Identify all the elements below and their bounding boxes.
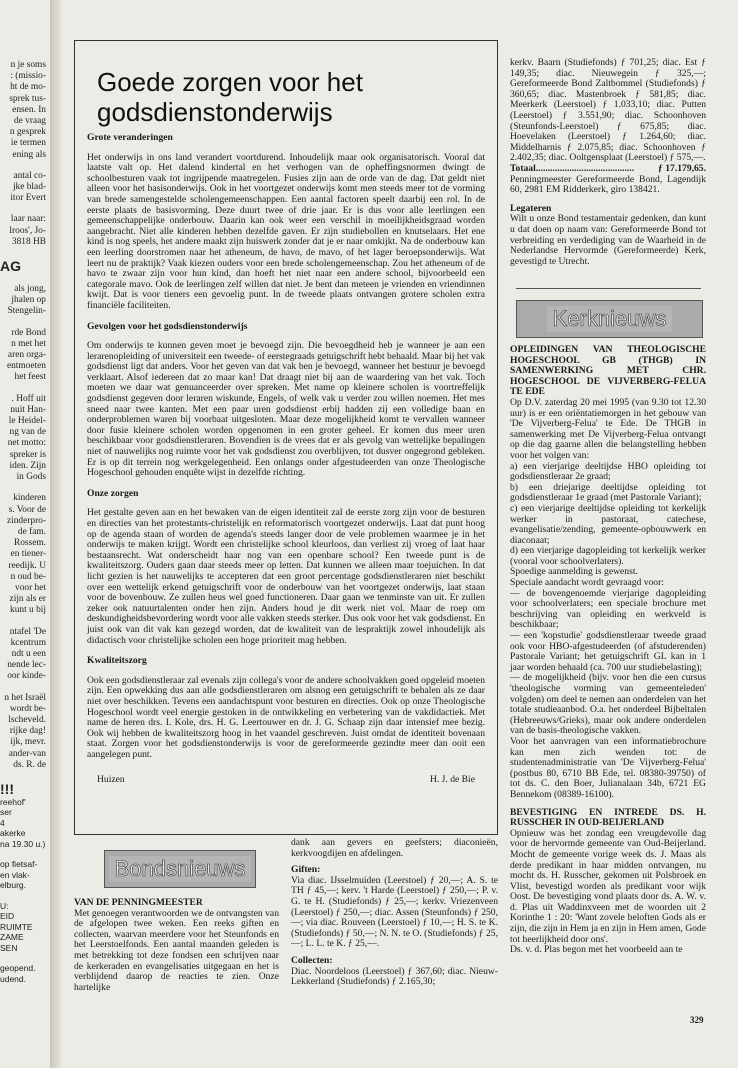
bondsnieuws-cont: dank aan gevers en geefsters; diaconieën, kerkvoogdijen en afdelingen. [291,837,498,859]
prev-page-line: spreker is [9,449,46,460]
prev-page-line: net motto: [7,438,46,449]
prev-page-line: na 19.30 u.) [0,838,46,849]
opleiding-item: a) een vierjarige deeltijdse HBO opleiding tot godsdienstleraar 2e graad; [510,460,706,483]
prev-page-line [0,274,46,284]
prev-page-line: 3818 HB [11,236,46,247]
prev-page-line: ander-van [8,748,46,759]
prev-page-line: aren orga- [7,350,46,361]
prev-page-line [0,384,46,394]
prev-page-line: geopend. [0,963,36,974]
kerknieuws-aanvragen: Voor het aanvragen van een informatiebrochure kan men zich wenden tot: de studentenadministratie van 'De Vijverberg-Felua' (postbus 80, 6710 BB Ede, tel. 08380-39750) of tot ds. C. den Boer, Julianalaan 34b, 6721 EG Bennekom (08389-16100). [510,735,706,800]
prev-page-line: laar naar: [10,214,46,225]
prev-page-line: wordt be- [9,703,46,714]
prev-page-line: en tiener- [10,549,46,560]
prev-page-line [0,953,46,963]
bondsnieuws-heading: VAN DE PENNINGMEESTER [74,897,203,908]
article-box [74,40,498,835]
prev-page-line: ht de mo- [10,82,46,93]
bondsnieuws-column [74,898,279,993]
page-gutter [50,0,62,1068]
collecten-heading: Collecten: [291,954,333,966]
prev-page-line: ensen. In [12,104,46,115]
prev-page-line: RUIMTE [0,921,33,932]
prev-page-line: reedijk. U [8,560,46,571]
prev-page-line: reehof' [0,796,26,807]
prev-page-line: als jong, [14,284,46,295]
prev-page-line: oor kinde- [7,671,46,682]
prev-page-line [0,683,46,693]
prev-page-line: zijn als er [9,594,46,605]
prev-page-line: n oud be- [10,571,46,582]
prev-page-line: itor Evert [10,193,46,204]
section-heading: Onze zorgen [87,487,139,499]
collecten-text: Diac. Noordeloos (Leerstoel) ƒ 367,60; diac. Nieuw-Lekkerland (Studiefonds) ƒ 2.165,30; [291,965,498,988]
section-text: Om onderwijs te kunnen geven moet je bevoegd zijn. Die bevoegdheid heb je wanneer je aan een lerarenopleiding of universiteit een tweede- of eerstegraads getuigschrift hebt behaald. Maar bij het vak godsdienst ligt dat anders. Voor het geven van dat vak ben je bevoegd, wanneer het bestuur je bevoegd verklaart. Alsof iedereen dat zo maar kan! Dat draagt niet bij aan de waardering van het vak. Toch moeten we daar wat genuanceerder over spreken. Met name op kleinere scholen is voortreffelijk godsdienst gegeven door leraren wiskunde, Engels, of welk vak u verder zou willen noemen. Het mes sneed naar twee kanten. Met een paar uren godsdienst erbij hadden zij een volledige baan en onderproblemen waren bij voorbaat uitgesloten. Maar deze mogelijkheid komt te vervallen wanneer door fusie kleinere scholen worden opgenomen in een groter geheel. Er komen dus meer uren beschikbaar voor godsdienstleraren. Bovendien is de vrees dat er als gevolg van wettelijke bepalingen niet of nauwelijks nog ruimte voor het vak godsdienst zou overblijven, tot dusver ongegrond gebleken. Er is op dit terrein nog werkgelegenheid. Een onlangs onder afgestudeerden van onze Theologische Hogeschool gehouden enquête wijst in dezelfde richting. [87,340,485,479]
aandacht-item: — de mogelijkheid (bijv. voor hen die een cursus 'theologische vorming van gemeenteleden' volgden) om deel te nemen aan onderdelen van het totale studieaanbod. O.a. het onderdeel Bijbeltalen (Hebreeuws/Grieks), maar ook andere onderdelen van de basis-theologische vakken. [510,672,706,737]
giften-heading: Giften: [291,864,321,876]
divider [516,288,701,289]
prev-page-line: de fam. [17,526,46,537]
prev-page-line [0,891,46,901]
right-top-column [510,58,706,267]
prev-page-line: ie termen [10,138,46,149]
prev-page-line: n gesprek [9,127,46,138]
prev-page-line: !!! [0,780,14,797]
legaten-text: Wilt u onze Bond testamentair gedenken, dan kunt u dat doen op naam van: Gereformeerde Bond tot verbreiding en verdediging van de Waarheid in de Nederlandse Hervormde (Gereformeerde) Kerk, gevestigd te Utrecht. [510,213,706,267]
opleiding-item: c) een vierjarige deeltijdse opleiding tot kerkelijk werker in pastoraat, catechese, evangelisatie/zending, gemeente-opbouwwerk en diaconaat; [510,502,706,546]
previous-page-column [0,60,50,1040]
prev-page-line: . Hoff uit [11,393,46,404]
prev-page-line: kunt u bij [10,605,46,616]
section-text: Het gestalte geven aan en het bewaken van de eigen identiteit zal de eerste zorg zijn voor de besturen en directies van het protestants-christelijk en reformatorisch voortgezet onderwijs. Laat dat punt hoog op de agenda staan of worden de agenda's steeds langer door de vele problemen waarmee je in het onderwijs te maken krijgt. Wordt een christelijke school kleurloos, dan verliest zij vroeg of laat haar bestaansrecht. Wat onderscheidt haar nog van een openbare school? Een tweede punt is de kwaliteitszorg. Ouders gaan daar steeds meer op letten. Dat kunnen we alleen maar toejuichen. In dat licht gezien is het nauwelijks te accepteren dat een groot percentage godsdienstleraren niet beschikt over een wettelijk erkend getuigschrift voor de onderbouw van het voortgezet onderwijs, laat staan voor de bovenbouw. Ze zullen heus wel goed functioneren. Daar gaan we tenminste van uit. Er zullen zeker ook natuurtalenten onder hen zijn. Anders houd je dit werk niet vol. Maar de roep om deskundigheidsbevordering wordt voor alle vakken steeds sterker. Dus ook voor het vak godsdienst. En juist ook van dit vak kan gezegd worden, dat de kwaliteit van de lespraktijk zowel inhoudelijk als didactisch voor christelijke scholen een hoge prioriteit mag hebben. [87,507,485,646]
prev-page-line: akerke [0,828,26,839]
bevestiging-text: Opnieuw was het zondag een vreugdevolle dag voor de hervormde gemeente van Oud-Beijerland. Mocht de gemeente vorige week ds. J. Maas als derde predikant in haar midden ontvangen, nu mocht ds. H. Russcher, gekomen uit Polsbroek en Vlist, bevestigd worden als predikant voor wijk Oost. De bevestiging vond plaats door ds. A. W. v. d. Plas uit Waddinxveen met de woorden uit 2 Korinthe 1 : 20: 'Want zovele beloften Gods als er zijn, die zijn in Hem ja en zijn in Hem amen, Gode tot heerlijkheid door ons'. [510,827,706,945]
prev-page-line: Stengelin- [7,306,46,317]
opleiding-item: b) een driejarige deeltijdse opleiding tot godsdienstleraar 1e graad (met Pastorale Variant); [510,481,706,504]
prev-page-line [0,248,46,258]
prev-page-line: het feest [14,372,46,383]
prev-page-line [0,483,46,493]
prev-page-line: kcentrum [10,637,46,648]
article-title: Goede zorgen voor het godsdienstonderwijs [97,67,363,127]
penningmeester-address: Penningmeester Gereformeerde Bond, Lagendijk 60, 2981 EM Ridderkerk, giro 138421. [510,173,706,196]
bevestiging-text-2: Ds. v. d. Plas begon met het voorbeeld aan te [510,944,683,956]
section-heading: Kwaliteitszorg [87,655,147,667]
giften-column [291,838,498,988]
prev-page-line: entmoeten [6,361,46,372]
article-author: H. J. de Bie [429,774,475,786]
prev-page-line: iden. Zijn [9,460,46,471]
prev-page-line: op fietsaf- [0,859,38,870]
prev-page-line: Rossem. [13,538,46,549]
prev-page-line: rde Bond [11,327,46,338]
prev-page-line: nuit Han- [10,404,46,415]
prev-page-line: n het Israël [4,692,46,703]
prev-page-line: ng van de [9,427,46,438]
totaal-line: Totaal......................................... ƒ 17.179,65. [510,162,706,174]
prev-page-line [0,204,46,214]
prev-page-line: le Heidel- [8,416,46,427]
kerknieuws-aanmelding: Spoedige aanmelding is gewenst. [510,566,638,578]
article-signature [87,774,485,785]
prev-page-line: de vraag [13,116,46,127]
prev-page-line: jke blad- [12,182,46,193]
prev-page-line: EID [0,911,15,922]
prev-page-line: udend. [0,973,26,984]
prev-page-line [0,161,46,171]
prev-page-line [0,849,46,859]
section-text: Ook een godsdienstleraar zal evenals zijn collega's voor de andere schoolvakken goed opgeleid moeten zijn. Een opwekking dus aan alle godsdienstleraren om alsnog een getuigschrift te behalen als ze daar niet over beschikken. Tevens een aandachtspunt voor besturen en directies. Ook op onze Theologische Hogeschool wordt veel energie gestoken in de ontwikkeling en verbetering van de vakdidactiek. Met name de heren drs. I. Kole, drs. H. G. Leertouwer en dr. J. G. Schaap zijn daar intensief mee bezig. Ook wij hebben de kwaliteitszorg hoog in het vaandel geschreven. Juist omdat de identiteit bovenaan staat. Zorgen voor het godsdienstonderwijs is voor de gereformeerde gezindte meer dan ooit een aangelegen punt. [87,674,485,760]
right-top-text: kerkv. Baarn (Studiefonds) ƒ 701,25; diac. Est ƒ 149,35; diac. Nieuwegein ƒ 325,—; Gereformeerde Bond Zaltbommel (Studiefonds) ƒ 360,65; diac. Mastenbroek ƒ 581,85; diac. Meerkerk (Leerstoel) ƒ 1.033,10; diac. Putten (Leerstoel) ƒ 3.551,90; diac. Schoonhoven (Steunfonds-Leerstoel) ƒ 675,85; diac. Hoevelaken (Leerstoel) ƒ 1.264,60; diac. Middelharnis ƒ 2.075,85; diac. Schoonhoven ƒ 2.402,35; diac. Ooltgensplaat (Leerstoel) ƒ 575,—. [510,57,706,164]
prev-page-line: : (missio- [10,71,46,82]
prev-page-line: ser [0,807,12,818]
article-sections [87,132,485,760]
page-number: 329 [690,1015,704,1025]
prev-page-line: jhalen op [11,295,46,306]
legaten-heading: Legateren [510,202,552,214]
prev-page-line: ZAME [0,932,24,943]
kerknieuws-heading: OPLEIDINGEN VAN THEOLOGISCHE HOGESCHOOL GB (THGB) IN SAMENWERKING MET CHR. HOGESCHOOL DE VIJVERBERG-FELUA TE EDE [510,344,706,398]
article-place: Huizen [97,774,125,786]
kerknieuws-dash-list [510,589,706,737]
prev-page-line: sprek tus- [9,93,46,104]
prev-page-line [0,617,46,627]
bondsnieuws-banner: Bondsnieuws [104,850,256,888]
prev-page-line: ijk, mevr. [10,737,46,748]
section-heading: Gevolgen voor het godsdienstonderwijs [87,320,248,332]
section-text: Het onderwijs in ons land verandert voortdurend. Inhoudelijk maar ook organisatorisch. Vooral dat laatste valt op. Het dalend kindertal en het verhogen van de opheffingsnormen dwingt de schoolbesturen vaak tot ingrijpende maatregelen. Fusies zijn aan de orde van de dag. Dat geldt niet alleen voor het basisonderwijs. Ook in het voortgezet onderwijs komt men steeds meer tot de vorming van brede samengestelde scholengemeenschappen. Een aantal factoren speelt daarbij een rol. In de eerste plaats de basisvorming. Deze duurt twee of drie jaar. Er is dus voor alle leerlingen een gemeenschappelijke onderbouw. Daarin kan ook weer een verschil in moeilijkheidsgraad worden aangebracht. Niet alle kinderen hebben dezelfde gaven. Er zijn studiebollen en knutselaars. Het ene kind is nog speels, het andere maakt zijn huiswerk zonder dat je er naar omkijkt. Na de onderbouw kan een leerling doorstromen naar het atheneum, de havo, de mavo, of het lager beroepsonderwijs. Wat leert nu de praktijk? Vaak kiezen ouders voor een brede scholengemeenschap. Zou het atheneum of de havo te zwaar zijn voor hun kind, dan hoeft het niet naar een andere school, bijvoorbeeld een categorale mavo. Ook de leerlingen zelf willen dat niet. Je bent dan meteen je vrienden en vriendinnen kwijt. Dat is voor tieners een gevoelig punt. In de tweede plaats ontvangen grotere scholen extra financiële faciliteiten. [87,151,485,311]
bevestiging-heading: BEVESTIGING EN INTREDE DS. H. RUSSCHER IN OUD-BEIJERLAND [510,806,706,829]
opleiding-item: d) een vierjarige dagopleiding tot kerkelijk werker (vooral voor schoolverlaters). [510,545,706,567]
prev-page-line: en vlak- [0,869,30,880]
prev-page-line [0,771,46,781]
prev-page-line: ening als [12,149,46,160]
prev-page-line: s. Voor de [8,504,46,515]
prev-page-line: nende lec- [7,660,46,671]
prev-page-line: ds. R. de [13,759,46,770]
section-heading: Grote veranderingen [87,132,173,143]
prev-page-line: AG [0,258,21,275]
prev-page-line: lroos', Jo- [9,225,46,236]
kerknieuws-intro: Op D.V. zaterdag 20 mei 1995 (van 9.30 tot 12.30 uur) is er een oriëntatiemorgen in het gebouw van 'De Vijverberg-Felua' te Ede. De THGB in samenwerking met De Vijverberg-Felua ontvangt op die dag gaarne allen die belangstelling hebben voor het volgen van: [510,396,706,461]
prev-page-line: antal co- [13,170,46,181]
prev-page-line: U: [0,900,9,911]
prev-page-line: n met het [11,338,46,349]
prev-page-line: ntafel 'De [9,626,46,637]
prev-page-line: SEN [0,942,18,953]
aandacht-item: — de bovengenoemde vierjarige dagopleiding voor schoolverlaters; een speciale brochure met beschrijving van opleiding en werkveld is beschikbaar; [510,587,706,631]
prev-page-line: kinderen [13,493,46,504]
kerknieuws-speciaal: Speciale aandacht wordt gevraagd voor: [510,577,664,589]
kerknieuws-banner: Kerknieuws [516,300,703,338]
prev-page-line: lscheveld. [8,714,46,725]
prev-page-line: voor het [15,582,46,593]
prev-page-line [0,318,46,328]
prev-page-line: n je soms [10,60,46,70]
kerknieuws-list [510,462,706,568]
prev-page-line: zinderpro- [6,515,46,526]
prev-page-line: elburg. [0,880,26,891]
kerknieuws-column [510,345,706,956]
giften-text: Via diac. IJsselmuiden (Leerstoel) ƒ 20,—; A. S. te TH ƒ 45,—; kerv. 't Harde (Leerstoel) ƒ 250,—; P. v. G. te H. (Studiefonds) ƒ 25,—; kerkv. Vriezenveen (Leerstoel) ƒ 250,—; diac. Assen (Steunfonds) ƒ 250,—; via diac. Rouveen (Leerstoel) ƒ 10,—; H. S. te K. (Studiefonds) ƒ 50,—; N. N. te O. (Studiefonds) ƒ 25,—; L. L. te K. ƒ 25,—. [291,874,498,950]
bondsnieuws-text: Met genoegen verantwoorden we de ontvangsten van de afgelopen twee weken. Een reeks giften en collecten, waarvan meerdere voor het Steunfonds en het Leerstoelfonds. Een aantal maanden geleden is met betrekking tot deze fondsen een schrijven naar de kerkeraden en evangelisaties uitgegaan en het is verblijdend daarop de reacties te zien. Onze hartelijke [74,907,279,993]
aandacht-item: — een 'kopstudie' godsdienstleraar tweede graad ook voor HBO-afgestudeerden (of afstuderenden) Pastorale Variant; het getuigschrift GL kan in 1 jaar worden behaald (ca. 700 uur studiebelasting); [510,630,706,673]
prev-page-line: rijke dag! [9,726,46,737]
prev-page-line: 4 [0,817,5,828]
prev-page-line: in Gods [16,472,46,483]
prev-page-line: ndt u een [11,648,46,659]
